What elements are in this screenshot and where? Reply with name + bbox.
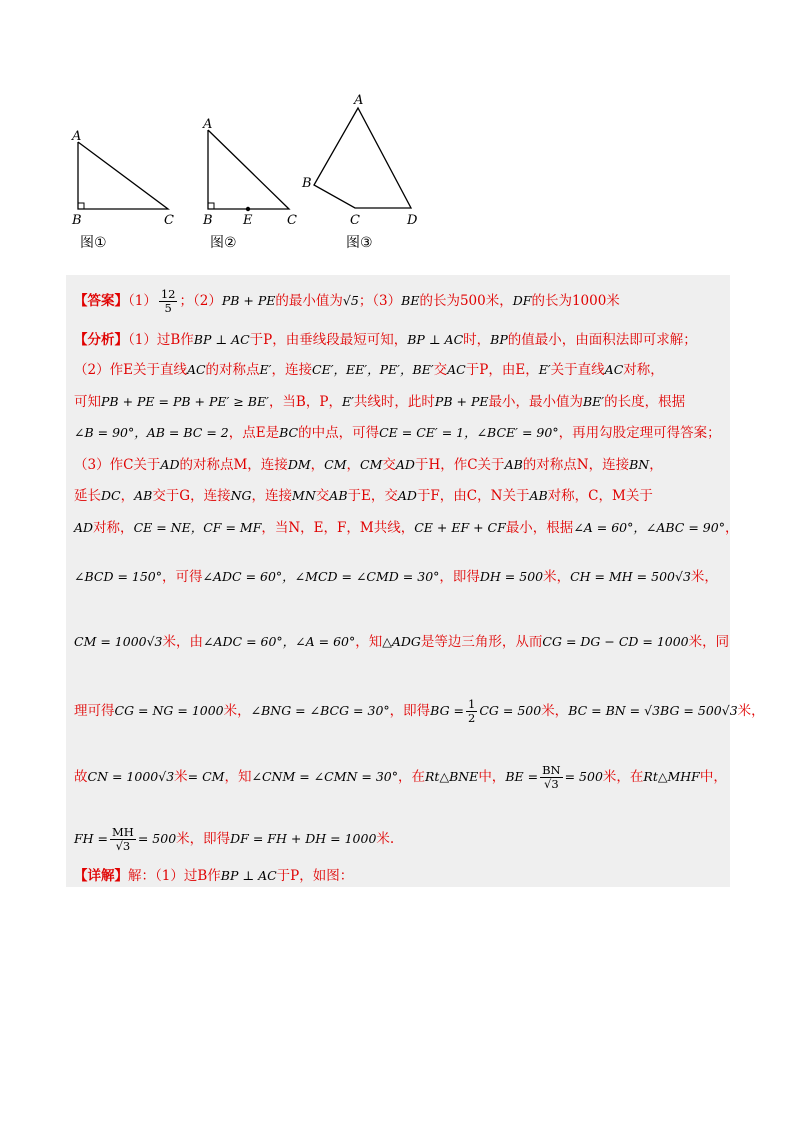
analysis-line: [74, 486, 734, 506]
figure-3-caption: 图③: [346, 235, 373, 251]
math-expression: √5: [342, 293, 359, 308]
text-segment: 解：（1）过B作: [128, 868, 221, 884]
math-expression: AB: [329, 488, 348, 503]
text-segment: 的值最小，由面积法即可求解；: [507, 332, 697, 348]
text-segment: 的对称点: [205, 362, 260, 378]
text-segment: 最小，根据: [505, 520, 574, 536]
text-segment: 米，即得: [176, 831, 231, 847]
math-expression: CE + EF + CF: [414, 520, 506, 535]
fraction: [466, 698, 477, 725]
text-segment: 米.: [376, 831, 395, 847]
math-expression: AC: [186, 362, 206, 377]
math-expression: DH = 500: [479, 569, 544, 584]
figure-3-quadrilateral: [314, 108, 411, 208]
text-segment: ，即得: [439, 569, 480, 585]
analysis-line: [74, 455, 734, 475]
text-segment: 米: [174, 769, 188, 785]
text-segment: 的长度，根据: [604, 394, 686, 410]
f2-label-C: C: [287, 213, 297, 228]
analysis-line: [74, 826, 734, 853]
text-segment: ；（3）: [358, 293, 402, 309]
text-segment: 于P，由E，: [465, 362, 539, 378]
text-segment: 的对称点N，连接: [522, 457, 630, 473]
math-expression: CG = NG = 1000: [114, 703, 224, 718]
math-expression: Rt△BNE: [425, 769, 479, 784]
fraction: [110, 826, 136, 853]
f2-label-E: E: [243, 213, 253, 228]
math-expression: CN = 1000√3: [87, 769, 175, 784]
point-E-dot: [246, 207, 250, 211]
math-expression: AC: [604, 362, 624, 377]
text-segment: 于E，交: [347, 488, 398, 504]
math-expression: ∠ADC = 60°，∠MCD = ∠CMD = 30°: [202, 569, 440, 584]
fraction-numerator: BN: [542, 763, 561, 777]
section-label: 【分析】: [74, 332, 128, 348]
math-expression: BP ⊥ AC: [407, 332, 464, 347]
math-expression: CE = CE′ = 1，∠BCE′ = 90°: [379, 425, 559, 440]
text-segment: ，: [310, 457, 325, 473]
text-segment: ，知: [355, 634, 383, 650]
text-segment: ，连接: [251, 488, 293, 504]
figure-1-caption: 图①: [80, 235, 107, 251]
math-expression: = 500: [564, 769, 603, 784]
math-expression: BG =: [430, 703, 465, 718]
section-label: 【答案】: [74, 293, 128, 309]
math-expression: E′: [341, 394, 354, 409]
text-segment: ，: [346, 457, 361, 473]
analysis-line: [74, 764, 734, 791]
text-segment: 的长为500米，: [419, 293, 513, 309]
figure-2-caption: 图②: [210, 235, 237, 251]
text-segment: 于F，由C，N关于: [416, 488, 530, 504]
math-expression: DC: [101, 488, 121, 503]
math-expression: MN: [292, 488, 316, 503]
analysis-line: [74, 392, 734, 412]
text-segment: 交: [315, 488, 330, 504]
math-expression: BP ⊥ AC: [220, 868, 277, 883]
text-segment: 的长为1000米: [531, 293, 620, 309]
text-segment: 是等边三角形，从而: [420, 634, 543, 650]
fraction: [159, 288, 178, 315]
text-segment: ；（2）: [179, 293, 222, 309]
text-segment: 故: [74, 769, 88, 785]
fraction: [540, 764, 563, 791]
math-expression: PB + PE: [221, 293, 276, 308]
math-expression: AD: [160, 457, 180, 472]
math-expression: ∠B = 90°，AB = BC = 2: [74, 425, 229, 440]
text-segment: 交: [433, 362, 448, 378]
text-segment: （2）作E关于直线: [74, 362, 187, 378]
math-expression: BE′: [582, 394, 605, 409]
text-segment: 米，: [737, 703, 765, 719]
math-expression: DF = FH + DH = 1000: [230, 831, 377, 846]
math-expression: ∠A = 60°，∠ABC = 90°: [573, 520, 725, 535]
text-segment: 米，由: [162, 634, 204, 650]
text-segment: （1）: [128, 293, 157, 309]
math-expression: ∠CNM = ∠CMN = 30°: [251, 769, 399, 784]
math-expression: E′: [259, 362, 272, 377]
math-expression: BP ⊥ AC: [193, 332, 250, 347]
text-segment: 理可得: [74, 703, 115, 719]
text-segment: 的最小值为: [275, 293, 343, 309]
math-expression: AB: [504, 457, 523, 472]
fraction-numerator: 1: [468, 697, 476, 711]
text-segment: ，即得: [389, 703, 431, 719]
math-expression: △ADG: [382, 634, 421, 649]
text-segment: ，再用勾股定理可得答案；: [558, 425, 721, 441]
figure-2-triangle: [208, 130, 289, 209]
math-expression: PB + PE: [434, 394, 489, 409]
math-expression: = CM: [187, 769, 225, 784]
text-segment: ，: [649, 457, 663, 473]
f2-label-A: A: [203, 117, 213, 132]
math-expression: BP: [490, 332, 508, 347]
f1-label-B: B: [72, 213, 82, 228]
text-segment: 中，: [699, 769, 727, 785]
math-expression: CM: [360, 457, 383, 472]
math-expression: Rt△MHF: [643, 769, 700, 784]
text-segment: 米，: [543, 569, 571, 585]
math-expression: AC: [447, 362, 466, 377]
text-segment: 米，: [223, 703, 251, 719]
geometry-figures: [60, 90, 460, 260]
math-expression: BE =: [505, 769, 539, 784]
text-segment: 对称，: [93, 520, 134, 536]
math-expression: CG = DG − CD = 1000: [542, 634, 689, 649]
text-segment: 米，同: [688, 634, 730, 650]
math-expression: BN: [629, 457, 650, 472]
math-expression: CE′，EE′，PE′，BE′: [312, 362, 434, 377]
math-expression: CH = MH = 500√3: [570, 569, 691, 584]
text-segment: ，知: [224, 769, 252, 785]
text-segment: 最小，最小值为: [488, 394, 583, 410]
math-expression: AB: [134, 488, 153, 503]
math-expression: CM = 1000√3: [74, 634, 163, 649]
math-expression: = 500: [137, 831, 177, 846]
math-expression: AD: [395, 457, 415, 472]
analysis-line: [74, 697, 765, 725]
math-expression: E′: [538, 362, 551, 377]
text-segment: ，连接: [271, 362, 313, 378]
text-segment: （3）作C关于: [74, 457, 161, 473]
math-expression: PB + PE = PB + PE′ ≥ BE′: [101, 394, 269, 409]
f1-label-A: A: [72, 129, 82, 144]
analysis-line: [74, 330, 734, 350]
analysis-line: [74, 567, 734, 587]
text-segment: 于P，由垂线段最短可知，: [249, 332, 408, 348]
answer-line: [74, 288, 734, 315]
math-expression: FH =: [74, 831, 109, 846]
math-expression: NG: [230, 488, 252, 503]
text-segment: 米，在: [602, 769, 644, 785]
math-expression: BC = BN = √3BG = 500√3: [568, 703, 738, 718]
fraction-denominator: 5: [164, 301, 172, 315]
text-segment: 时，: [463, 332, 491, 348]
math-expression: ∠ADC = 60°，∠A = 60°: [203, 634, 356, 649]
f3-label-A: A: [354, 93, 364, 108]
math-expression: CG = 500: [479, 703, 542, 718]
text-segment: 米，: [690, 569, 718, 585]
text-segment: 中，: [478, 769, 506, 785]
section-label: 【详解】: [74, 868, 128, 884]
text-segment: 延长: [74, 488, 101, 504]
text-segment: ，当B，P，: [268, 394, 342, 410]
text-segment: 对称，: [623, 362, 664, 378]
text-segment: 于P，如图：: [276, 868, 354, 884]
detail-line: [74, 866, 734, 886]
math-expression: ∠BCD = 150°: [74, 569, 163, 584]
text-segment: ，当N，E，F，M共线，: [261, 520, 415, 536]
f3-label-B: B: [302, 176, 312, 191]
f3-label-D: D: [407, 213, 418, 228]
fraction-numerator: 12: [160, 287, 176, 301]
text-segment: ，: [120, 488, 135, 504]
math-expression: CM: [324, 457, 347, 472]
analysis-line: [74, 518, 739, 538]
text-segment: 交: [382, 457, 396, 473]
math-expression: CE = NE，CF = MF: [133, 520, 262, 535]
text-segment: 可知: [74, 394, 101, 410]
text-segment: 对称，C，M关于: [547, 488, 653, 504]
analysis-line: [74, 360, 734, 380]
fraction-numerator: MH: [112, 825, 134, 839]
math-expression: AD: [74, 520, 94, 535]
f2-label-B: B: [203, 213, 213, 228]
text-segment: 交于G，连接: [152, 488, 231, 504]
f3-label-C: C: [350, 213, 360, 228]
text-segment: ，点E是: [228, 425, 280, 441]
analysis-line: [74, 423, 734, 443]
math-expression: DM: [287, 457, 311, 472]
math-expression: AD: [397, 488, 417, 503]
math-expression: AB: [529, 488, 548, 503]
f1-label-C: C: [164, 213, 174, 228]
text-segment: （1）过B作: [128, 332, 194, 348]
math-expression: BE: [401, 293, 420, 308]
math-expression: BC: [279, 425, 299, 440]
text-segment: 的中点，可得: [298, 425, 380, 441]
math-expression: ∠BNG = ∠BCG = 30°: [250, 703, 390, 718]
fraction-denominator: √3: [115, 839, 131, 853]
math-expression: DF: [512, 293, 532, 308]
text-segment: ，: [724, 520, 739, 536]
fraction-denominator: √3: [544, 777, 559, 791]
figure-1-triangle: [78, 142, 168, 209]
text-segment: 关于直线: [550, 362, 605, 378]
text-segment: 的对称点M，连接: [179, 457, 288, 473]
text-segment: ，在: [398, 769, 426, 785]
text-segment: ，可得: [162, 569, 203, 585]
text-segment: 米，: [541, 703, 569, 719]
fraction-denominator: 2: [468, 711, 476, 725]
text-segment: 于H，作C关于: [414, 457, 505, 473]
analysis-line: [74, 632, 734, 652]
figures-svg: [60, 90, 460, 260]
text-segment: 共线时，此时: [353, 394, 435, 410]
